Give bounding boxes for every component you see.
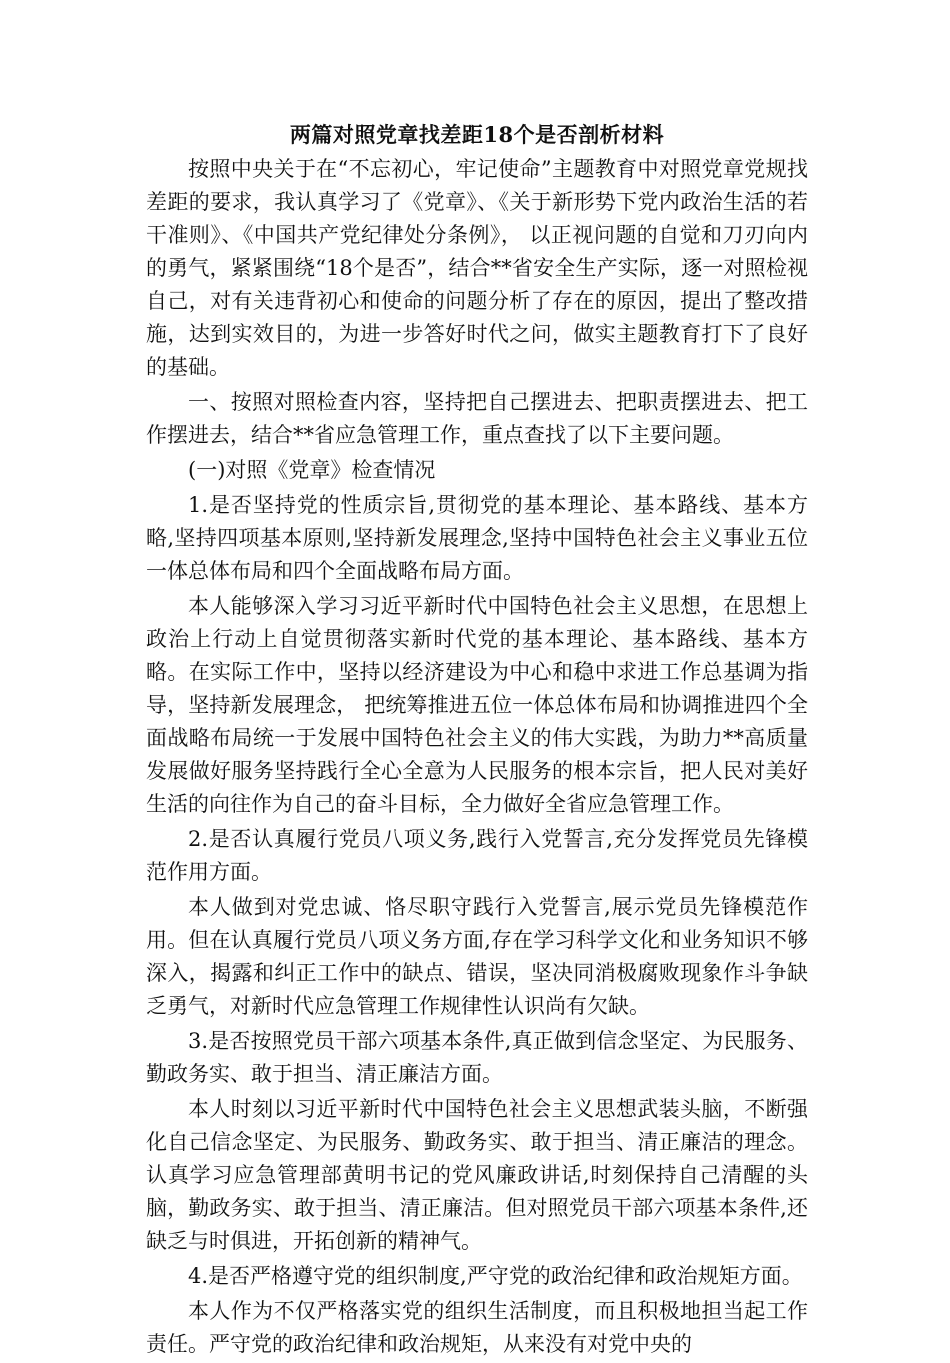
item-1-question: 1.是否坚持党的性质宗旨,贯彻党的基本理论、基本路线、基本方略,坚持四项基本原则,坚持新发展理念,坚持中国特色社会主义事业五位一体总体布局和四个全面战略布局方面。 [146,493,808,583]
item-2-question: 2.是否认真履行党员八项义务,践行入党誓言,充分发挥党员先锋模范作用方面。 [146,827,808,884]
item-4-answer: 本人作为不仅严格落实党的组织生活制度，而且积极地担当起工作责任。严守党的政治纪律和政治规矩，从来没有对党中央的 [146,1299,808,1356]
item-3-answer: 本人时刻以习近平新时代中国特色社会主义思想武装头脑，不断强化自己信念坚定、为民服务、勤政务实、敢于担当、清正廉洁的理念。认真学习应急管理部黄明书记的党风廉政讲话,时刻保持自己清醒的头脑，勤政务实、敢于担当、清正廉洁。但对照党员干部六项基本条件,还缺乏与时俱进，开拓创新的精神气。 [146,1097,808,1253]
item-3-question: 3.是否按照党员干部六项基本条件,真正做到信念坚定、为民服务、勤政务实、敢于担当、清正廉洁方面。 [146,1029,808,1086]
section-one-heading: 一、按照对照检查内容，坚持把自己摆进去、把职责摆进去、把工作摆进去，结合**省应急管理工作，重点查找了以下主要问题。 [146,390,808,447]
item-2-answer: 本人做到对党忠诚、恪尽职守践行入党誓言,展示党员先锋模范作用。但在认真履行党员八项义务方面,存在学习科学文化和业务知识不够深入，揭露和纠正工作中的缺点、错误，坚决同消极腐败现象作斗争缺乏勇气，对新时代应急管理工作规律性认识尚有欠缺。 [146,895,808,1018]
item-1-answer: 本人能够深入学习习近平新时代中国特色社会主义思想，在思想上政治上行动上自觉贯彻落实新时代党的基本理论、基本路线、基本方略。在实际工作中，坚持以经济建设为中心和稳中求进工作总基调为指导，坚持新发展理念， 把统筹推进五位一体总体布局和协调推进四个全面战略布局统一于发展中国特色社会主义的伟大实践，为助力**高质量发展做好服务坚持践行全心全意为人民服务的根本宗旨，把人民对美好生活的向往作为自己的奋斗目标，全力做好全省应急管理工作。 [146,594,808,816]
subsection-heading: (一)对照《党章》检查情况 [188,458,436,482]
document-body [146,118,808,1363]
document-title: 两篇对照党章找差距18个是否剖析材料 [289,122,665,147]
intro-paragraph: 按照中央关于在“不忘初心，牢记使命”主题教育中对照党章党规找差距的要求，我认真学习了《党章》、《关于新形势下党内政治生活的若干准则》、《中国共产党纪律处分条例》， 以正视问题的自觉和刀刃向内的勇气，紧紧围绕“18个是否”，结合**省安全生产实际，逐一对照检视自己，对有关违背初心和使命的问题分析了存在的原因，提出了整改措施，达到实效目的，为进一步答好时代之问，做实主题教育打下了良好的基础。 [146,157,808,379]
item-4-question: 4.是否严格遵守党的组织制度,严守党的政治纪律和政治规矩方面。 [188,1264,803,1288]
